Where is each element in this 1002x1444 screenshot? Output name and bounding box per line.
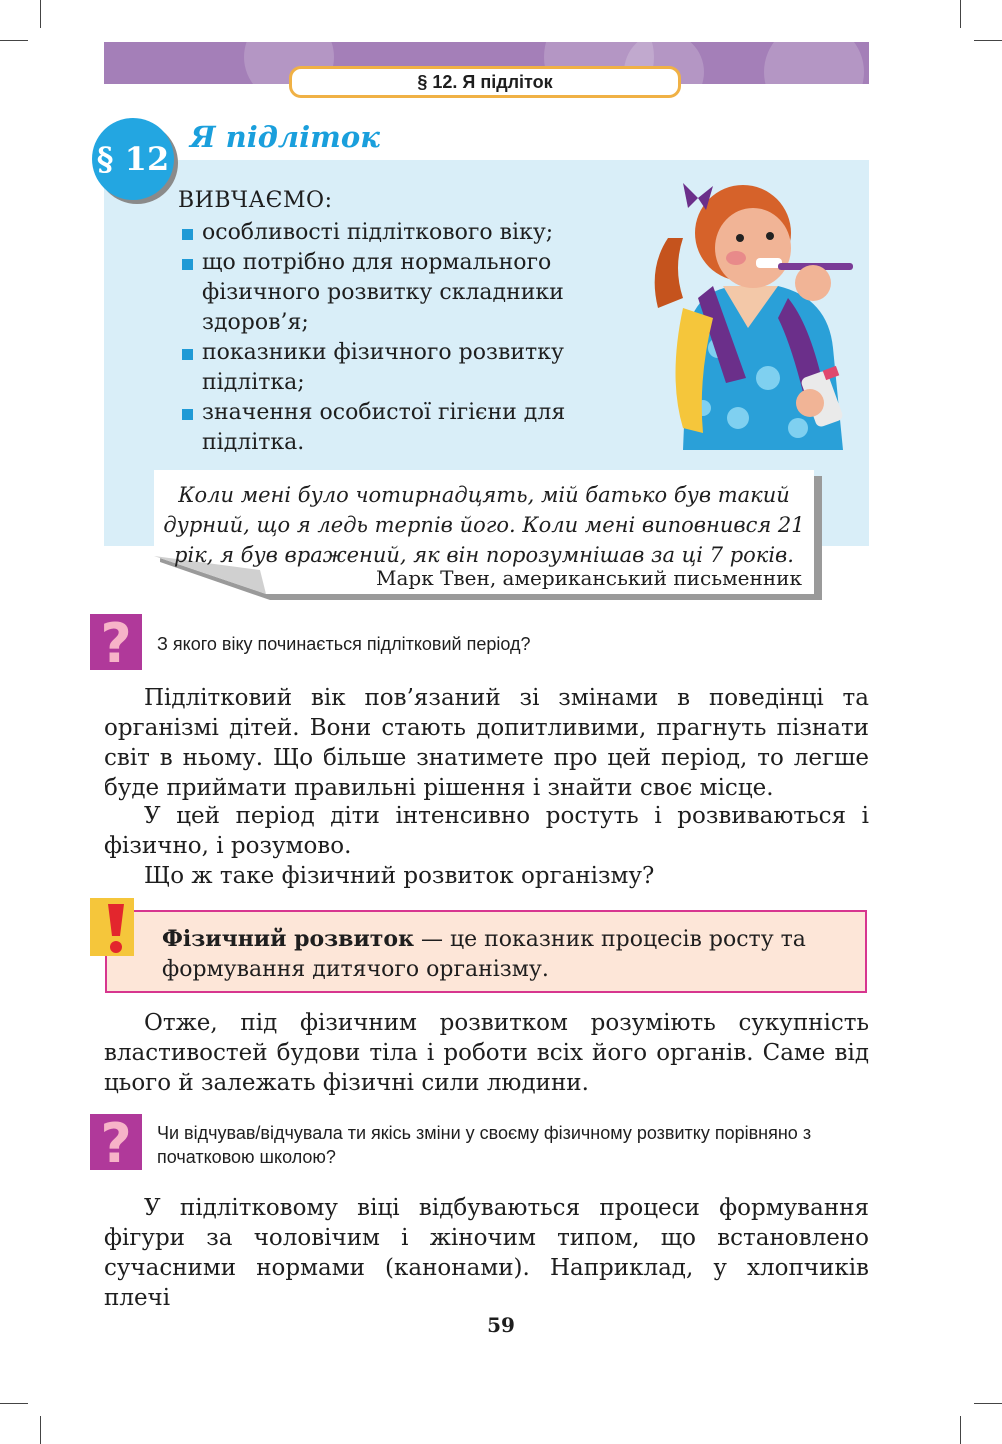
svg-text:?: ? bbox=[100, 614, 132, 670]
crop-mark bbox=[0, 1403, 28, 1404]
definition-term: Фізичний розвиток bbox=[162, 926, 414, 952]
quote-author: Марк Твен, американський письменник bbox=[376, 566, 802, 590]
learn-item: особливості підліткового віку; bbox=[178, 218, 618, 248]
bullet-square-icon bbox=[182, 349, 193, 360]
question-mark-icon bbox=[90, 614, 142, 670]
learn-heading: ВИВЧАЄМО: bbox=[178, 188, 333, 213]
running-title: § 12. Я підліток bbox=[289, 66, 681, 98]
page-number: 59 bbox=[487, 1313, 515, 1337]
question-mark-icon bbox=[90, 1114, 142, 1170]
crop-mark bbox=[974, 1403, 1002, 1404]
learn-item: показники фізичного розвитку підлітка; bbox=[178, 338, 602, 398]
bullet-square-icon bbox=[182, 259, 193, 270]
crop-mark bbox=[0, 40, 28, 41]
question-text: З якого віку починається підлітковий період? bbox=[157, 634, 531, 654]
question-text: Чи відчував/відчувала ти якісь зміни у своєму фізичному розвитку порівняно з початковою школою? bbox=[157, 1123, 812, 1167]
section-title: Я підліток bbox=[190, 120, 380, 154]
paragraph: У підлітковому віці відбуваються процеси формування фігури за чоловічим і жіночим типом, що встановлено сучасними нормами (канонами). Наприклад, у хлопчиків плечі bbox=[104, 1195, 869, 1311]
paragraph: У цей період діти інтенсивно ростуть і розвиваються і фізично, і розумово. bbox=[104, 803, 869, 859]
crop-mark bbox=[40, 1416, 41, 1444]
bullet-square-icon bbox=[182, 409, 193, 420]
section-badge: § 12 bbox=[92, 118, 174, 200]
paragraph: Що ж таке фізичний розвиток організму? bbox=[144, 863, 655, 889]
crop-mark bbox=[960, 1416, 961, 1444]
exclamation-mark-icon bbox=[90, 898, 142, 956]
learn-list bbox=[178, 218, 618, 458]
svg-text:?: ? bbox=[100, 1114, 132, 1170]
paragraph: Отже, під фізичним розвитком розуміють сукупність властивостей будови тіла і роботи всіх його органів. Саме від цього й залежать фізичні сили людини. bbox=[104, 1010, 869, 1096]
learn-item: значення особистої гігієни для підлітка. bbox=[178, 398, 602, 458]
crop-mark bbox=[974, 40, 1002, 41]
quote-text: Коли мені було чотирнадцять, мій батько був такий дурний, що я ледь терпів його. Коли мені виповнився 21 рік, я був вражений, як він порозумнішав за ці 7 років. bbox=[163, 483, 805, 567]
bullet-square-icon bbox=[182, 229, 193, 240]
girl-brushing-teeth-illustration bbox=[628, 178, 864, 450]
learn-item: що потрібно для нормального фізичного розвитку складники здоров’я; bbox=[178, 248, 602, 338]
crop-mark bbox=[40, 0, 41, 28]
paragraph: Підлітковий вік пов’язаний зі змінами в поведінці та організмі дітей. Вони стають допитливими, прагнуть пізнати світ в ньому. Що більше знатимете про цей період, то легше буде приймати правильні рішення і знайти своє місце. bbox=[104, 685, 869, 801]
definition-text: Фізичний розвиток — це показник процесів росту та формування дитячого організму. bbox=[162, 926, 806, 982]
definition-box bbox=[105, 910, 867, 993]
crop-mark bbox=[960, 0, 961, 28]
quote-box bbox=[156, 474, 820, 600]
